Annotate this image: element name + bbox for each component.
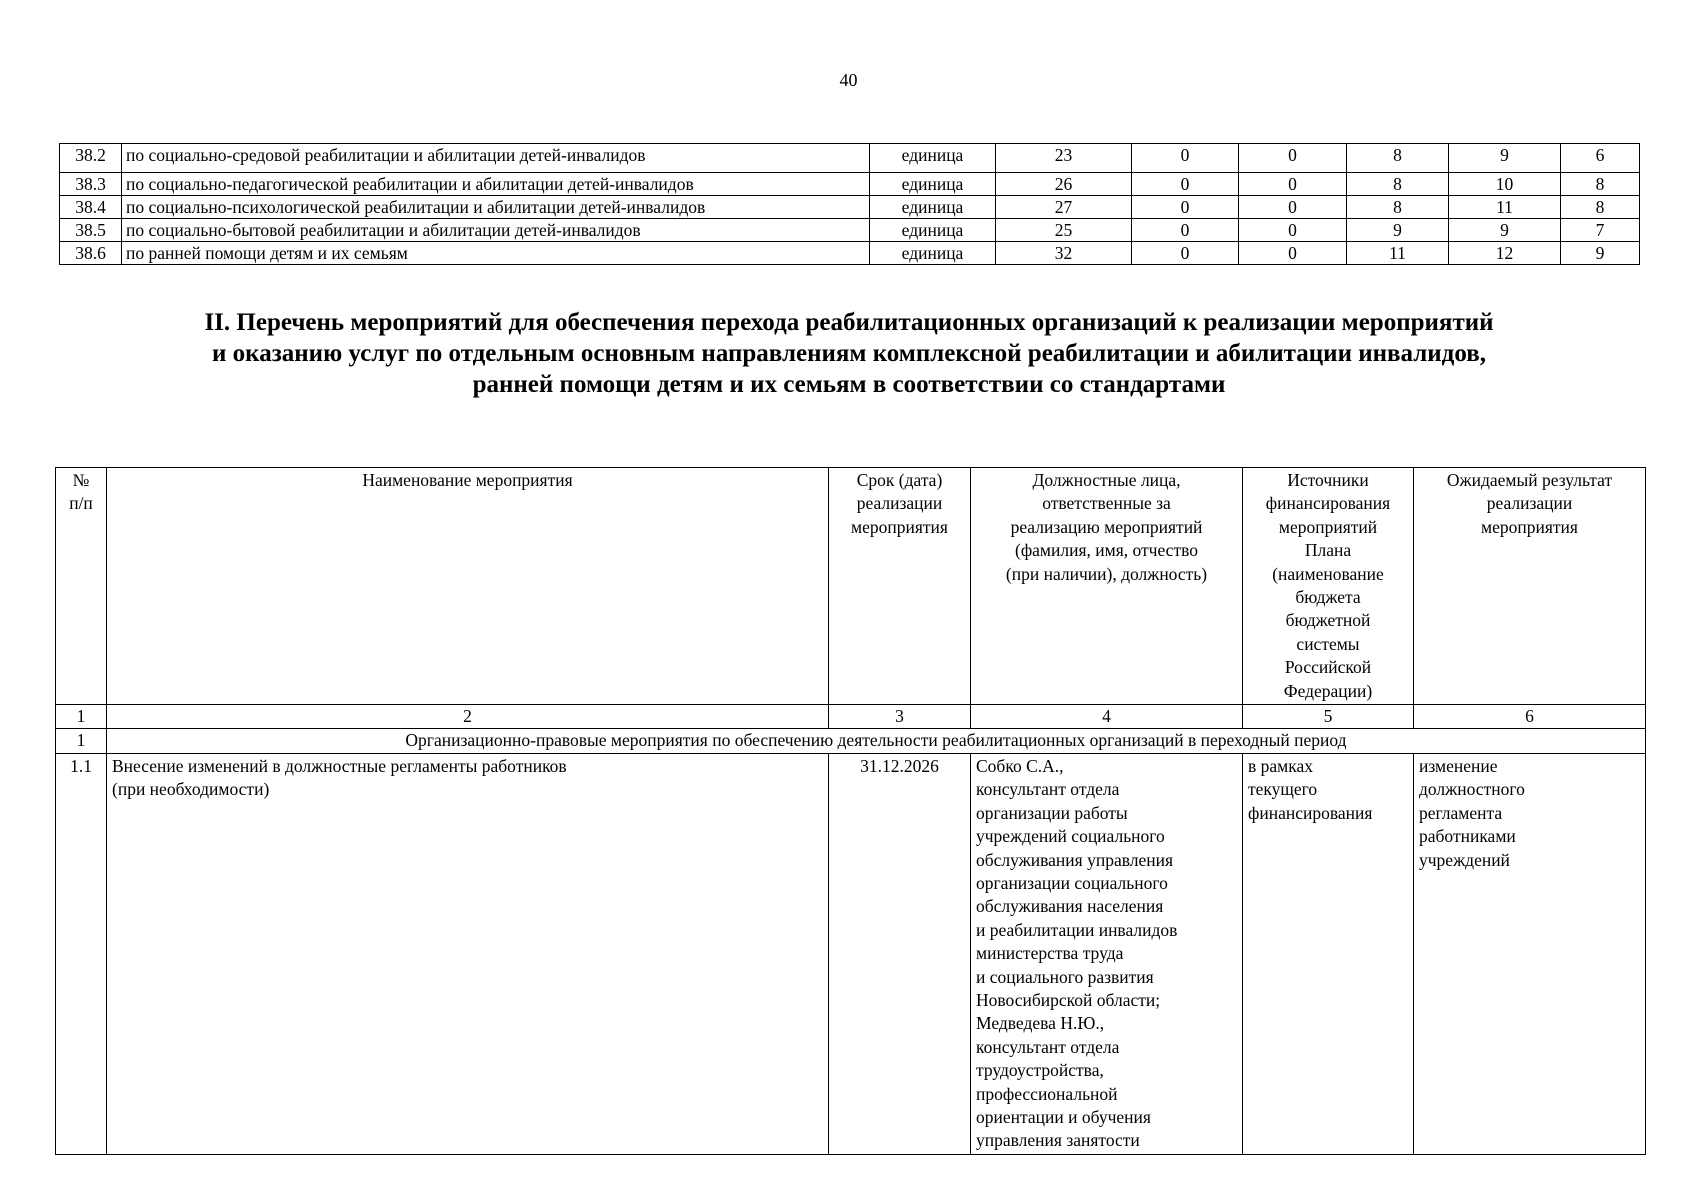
stats-table [59, 143, 1640, 265]
stats-row-num: 38.3 [60, 173, 122, 196]
header-officials: Должностные лица, ответственные за реализацию мероприятий (фамилия, имя, отчество (при наличии), должность) [971, 468, 1243, 705]
stats-row-value: 0 [1239, 144, 1347, 173]
plan-header-row [56, 468, 1646, 705]
stats-row-value: 0 [1132, 219, 1239, 242]
section-heading-line-3: ранней помощи детям и их семьям в соответствии со стандартами [472, 371, 1226, 398]
column-number: 5 [1243, 705, 1414, 729]
section-heading-line-1: II. Перечень мероприятий для обеспечения перехода реабилитационных организаций к реализации мероприятий [204, 309, 1494, 336]
stats-row-value: 9 [1449, 219, 1561, 242]
column-number: 2 [107, 705, 829, 729]
row-sources: в рамках текущего финансирования [1243, 753, 1414, 1154]
stats-row-value: 7 [1561, 219, 1640, 242]
stats-row [60, 196, 1640, 219]
stats-row-name: по социально-средовой реабилитации и абилитации детей-инвалидов [122, 144, 870, 173]
header-date: Срок (дата) реализации мероприятия [829, 468, 971, 705]
stats-row-value: 11 [1449, 196, 1561, 219]
stats-row-unit: единица [870, 242, 996, 265]
stats-row-name: по ранней помощи детям и их семьям [122, 242, 870, 265]
section-row [56, 729, 1646, 753]
stats-row-value: 32 [996, 242, 1132, 265]
page-number: 40 [839, 70, 858, 90]
stats-row-value: 27 [996, 196, 1132, 219]
row-num: 1.1 [56, 753, 107, 1154]
stats-row-value: 8 [1347, 196, 1449, 219]
stats-row-value: 8 [1561, 196, 1640, 219]
stats-row-value: 10 [1449, 173, 1561, 196]
stats-row-value: 0 [1132, 173, 1239, 196]
row-result: изменение должностного регламента работниками учреждений [1414, 753, 1646, 1154]
column-number: 6 [1414, 705, 1646, 729]
column-number-row [56, 705, 1646, 729]
stats-row-value: 0 [1239, 242, 1347, 265]
stats-row [60, 144, 1640, 173]
stats-row-value: 26 [996, 173, 1132, 196]
stats-row-name: по социально-педагогической реабилитации и абилитации детей-инвалидов [122, 173, 870, 196]
stats-row-value: 11 [1347, 242, 1449, 265]
stats-row-unit: единица [870, 144, 996, 173]
section-heading-line-2: и оказанию услуг по отдельным основным направлениям комплексной реабилитации и абилитации инвалидов, [212, 340, 1486, 367]
stats-row-value: 9 [1347, 219, 1449, 242]
stats-row-value: 12 [1449, 242, 1561, 265]
section-num: 1 [56, 729, 107, 753]
row-officials: Собко С.А., консультант отдела организации работы учреждений социального обслуживания управления организации социального обслуживания населения и реабилитации инвалидов министерства труда и социального развития Новосибирской области; Медведева Н.Ю., консультант отдела трудоустройства, профессиональной ориентации и обучения управления занятости [971, 753, 1243, 1154]
stats-row-value: 8 [1347, 173, 1449, 196]
stats-row-unit: единица [870, 196, 996, 219]
stats-row-value: 6 [1561, 144, 1640, 173]
stats-row-value: 23 [996, 144, 1132, 173]
stats-row [60, 242, 1640, 265]
row-date: 31.12.2026 [829, 753, 971, 1154]
stats-row-value: 8 [1561, 173, 1640, 196]
header-result: Ожидаемый результат реализации мероприятия [1414, 468, 1646, 705]
stats-row-name: по социально-психологической реабилитации и абилитации детей-инвалидов [122, 196, 870, 219]
stats-row [60, 219, 1640, 242]
column-number: 3 [829, 705, 971, 729]
stats-row-value: 0 [1132, 196, 1239, 219]
stats-row-num: 38.4 [60, 196, 122, 219]
stats-row-value: 0 [1239, 173, 1347, 196]
stats-row [60, 173, 1640, 196]
stats-row-unit: единица [870, 219, 996, 242]
plan-table [55, 467, 1646, 1155]
stats-row-unit: единица [870, 173, 996, 196]
section-heading [59, 307, 1639, 400]
row-name: Внесение изменений в должностные регламенты работников (при необходимости) [107, 753, 829, 1154]
stats-row-num: 38.2 [60, 144, 122, 173]
column-number: 1 [56, 705, 107, 729]
plan-row [56, 753, 1646, 1154]
stats-row-value: 0 [1132, 144, 1239, 173]
stats-row-value: 8 [1347, 144, 1449, 173]
stats-row-name: по социально-бытовой реабилитации и абилитации детей-инвалидов [122, 219, 870, 242]
header-sources: Источники финансирования мероприятий Плана (наименование бюджета бюджетной системы Российской Федерации) [1243, 468, 1414, 705]
stats-row-value: 9 [1561, 242, 1640, 265]
stats-row-num: 38.6 [60, 242, 122, 265]
stats-row-value: 9 [1449, 144, 1561, 173]
section-title: Организационно-правовые мероприятия по обеспечению деятельности реабилитационных организаций в переходный период [107, 729, 1646, 753]
stats-row-value: 0 [1132, 242, 1239, 265]
column-number: 4 [971, 705, 1243, 729]
header-name: Наименование мероприятия [107, 468, 829, 705]
stats-row-num: 38.5 [60, 219, 122, 242]
stats-row-value: 0 [1239, 196, 1347, 219]
stats-row-value: 0 [1239, 219, 1347, 242]
stats-row-value: 25 [996, 219, 1132, 242]
header-num: № п/п [56, 468, 107, 705]
